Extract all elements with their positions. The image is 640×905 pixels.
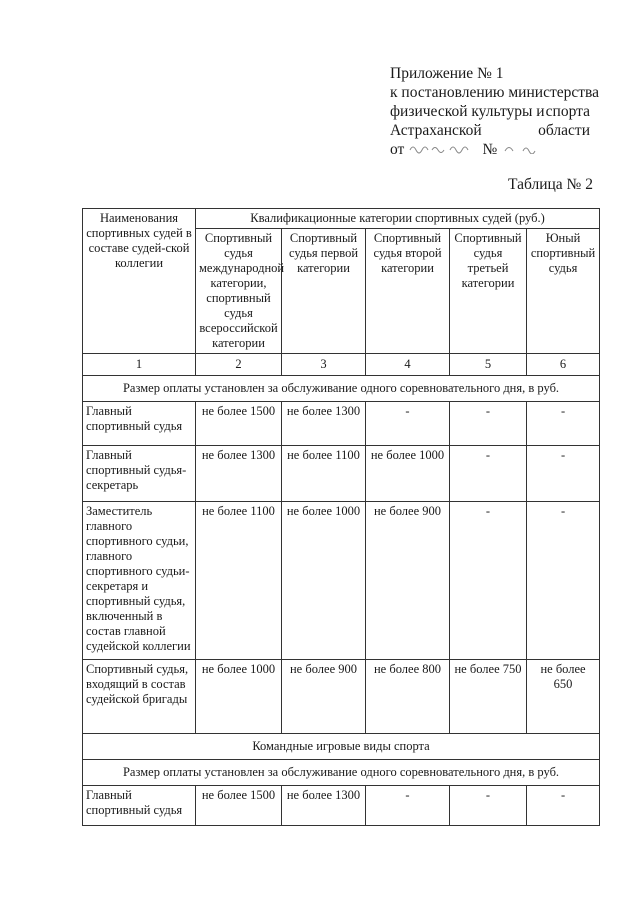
cell-value: не более 900 — [366, 502, 450, 660]
cell-value: - — [366, 402, 450, 446]
cell-value: не более 1000 — [366, 446, 450, 502]
appendix-date-line: от № — [390, 140, 590, 159]
cell-value: не более 1500 — [196, 402, 282, 446]
cell-value: не более 1300 — [196, 446, 282, 502]
row-name: Спортивный судья, входящий в состав судейской бригады — [83, 660, 196, 734]
subheader-second: Спортивный судья второй категории — [366, 229, 450, 354]
section-band: Командные игровые виды спорта — [83, 734, 600, 760]
cell-value: - — [527, 446, 600, 502]
row-name: Главный спортивный судья — [83, 786, 196, 826]
section-band: Размер оплаты установлен за обслуживание одного соревновательного дня, в руб. — [83, 760, 600, 786]
table-row — [83, 402, 600, 446]
subheader-youth: Юный спортивный судья — [527, 229, 600, 354]
col-number: 1 — [83, 354, 196, 376]
cell-value: не более 1500 — [196, 786, 282, 826]
col-number: 4 — [366, 354, 450, 376]
appendix-line-4: Астраханской области — [390, 122, 590, 139]
cell-value: не более 1100 — [196, 502, 282, 660]
cell-value: - — [450, 446, 527, 502]
handwritten-number-scribble — [501, 142, 541, 154]
table-header-row — [83, 209, 600, 229]
col-number: 6 — [527, 354, 600, 376]
cell-value: - — [450, 402, 527, 446]
appendix-line-2: к постановлению министерства — [390, 84, 600, 101]
table-row — [83, 502, 600, 660]
handwritten-date — [408, 142, 482, 157]
cell-value: - — [366, 786, 450, 826]
handwritten-date-scribble — [408, 142, 478, 154]
cell-value: не более 1000 — [282, 502, 366, 660]
cell-value: не более 800 — [366, 660, 450, 734]
column-number-row — [83, 354, 600, 376]
cell-value: не более 1100 — [282, 446, 366, 502]
table-number-label: Таблица № 2 — [508, 176, 593, 193]
cell-value: - — [527, 786, 600, 826]
cell-value: не более 1000 — [196, 660, 282, 734]
cell-value: - — [450, 786, 527, 826]
cell-value: - — [527, 402, 600, 446]
cell-value: - — [527, 502, 600, 660]
cell-value: не более 750 — [450, 660, 527, 734]
col-header-names: Наименования спортивных судей в составе судей-ской коллегии — [83, 209, 196, 354]
cell-value: не более 900 — [282, 660, 366, 734]
document-header — [390, 64, 600, 159]
table-row — [83, 446, 600, 502]
appendix-line-3: физической культуры и спорта — [390, 103, 590, 120]
col-header-categories: Квалификационные категории спортивных судей (руб.) — [196, 209, 600, 229]
referee-payment-table — [82, 208, 600, 826]
subheader-third: Спортивный судья третьей категории — [450, 229, 527, 354]
col-number: 5 — [450, 354, 527, 376]
cell-value: не более 650 — [527, 660, 600, 734]
col-number: 2 — [196, 354, 282, 376]
appendix-title: Приложение № 1 — [390, 65, 504, 82]
subheader-first: Спортивный судья первой категории — [282, 229, 366, 354]
cell-value: - — [450, 502, 527, 660]
table-row — [83, 786, 600, 826]
row-name: Заместитель главного спортивного судьи, главного спортивного судьи-секретаря и спортивный судья, включенный в состав главной судейской коллегии — [83, 502, 196, 660]
col-number: 3 — [282, 354, 366, 376]
row-name: Главный спортивный судья — [83, 402, 196, 446]
table-row — [83, 660, 600, 734]
section-band: Размер оплаты установлен за обслуживание одного соревновательного дня, в руб. — [83, 376, 600, 402]
cell-value: не более 1300 — [282, 786, 366, 826]
subheader-international: Спортивный судья международной категории, спортивный судья всероссийской категории — [196, 229, 282, 354]
row-name: Главный спортивный судья-секретарь — [83, 446, 196, 502]
cell-value: не более 1300 — [282, 402, 366, 446]
